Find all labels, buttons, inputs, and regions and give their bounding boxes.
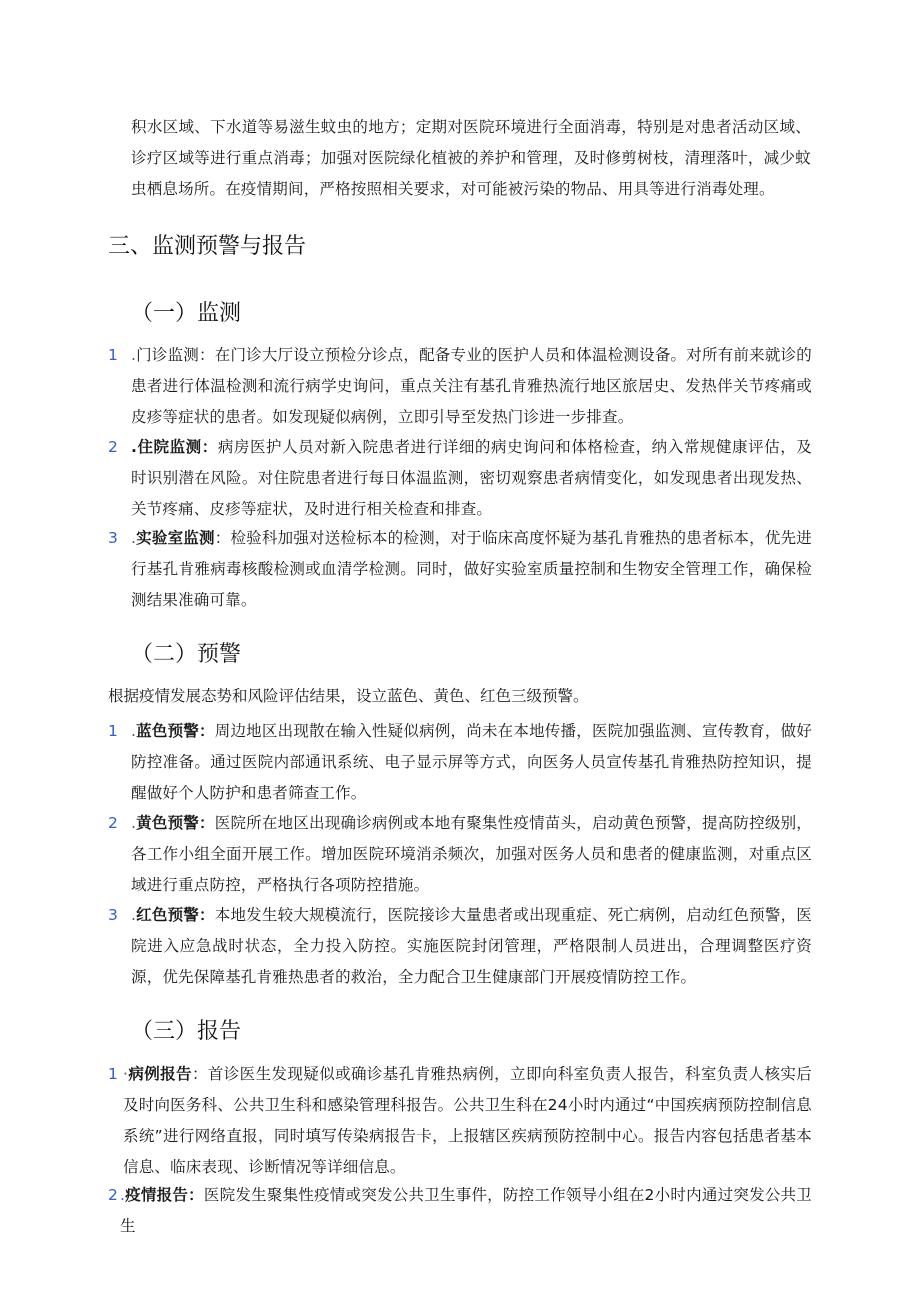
list-separator: . [131, 906, 137, 924]
list-item-colon: ： [188, 1186, 204, 1204]
list-number: 3 [108, 906, 118, 924]
list-item-body [131, 716, 812, 809]
list-separator: . [131, 438, 138, 456]
list-number: 1 [108, 1065, 118, 1083]
list-number: 2 [108, 814, 118, 832]
warning-item-red [108, 900, 812, 993]
list-item-text: 在门诊大厅设立预检分诊点，配备专业的医护人员和体温检测设备。对所有前来就诊的患者进行体温检测和流行病学史询问，重点关注有基孔肯雅热流行地区旅居史、发热伴关节疼痛或皮疹等症状的患者。如发现疑似病例，立即引导至发热门诊进一步排查。 [131, 346, 812, 426]
list-item-term: 住院监测 [137, 438, 202, 456]
list-item-colon: ： [199, 346, 215, 364]
list-item-term: 蓝色预警 [136, 722, 200, 740]
list-item-colon: ： [199, 722, 215, 740]
warning-intro: 根据疫情发展态势和风险评估结果，设立蓝色、黄色、红色三级预警。 [108, 687, 589, 705]
report-heading: （三）报告 [131, 1019, 242, 1044]
list-item-body [131, 808, 812, 901]
list-item-term: 门诊监测 [136, 346, 200, 364]
list-number: 3 [108, 529, 118, 547]
list-item-term: 疫情报告 [125, 1186, 189, 1204]
list-item-text: 医院所在地区出现确诊病例或本地有聚集性疫情苗头，启动黄色预警，提高防控级别，各工作小组全面开展工作。增加医院环境消杀频次，加强对医务人员和患者的健康监测，对重点区域进行重点防控，严格执行各项防控措施。 [131, 814, 812, 894]
list-separator: . [131, 346, 137, 364]
list-item-colon: ： [214, 529, 231, 547]
monitoring-heading: （一）监测 [131, 301, 242, 326]
list-separator: · [123, 1065, 129, 1083]
list-item-body [120, 1180, 812, 1242]
list-item-term: 病例报告 [128, 1065, 192, 1083]
monitoring-item-inpatient [108, 432, 812, 525]
top-paragraph: 积水区域、下水道等易滋生蚊虫的地方；定期对医院环境进行全面消毒，特别是对患者活动区域、诊疗区域等进行重点消毒；加强对医院绿化植被的养护和管理，及时修剪树枝，清理落叶，减少蚊虫栖息场所。在疫情期间，严格按照相关要求，对可能被污染的物品、用具等进行消毒处理。 [131, 118, 811, 198]
list-item-body [123, 1059, 812, 1183]
list-item-term: 黄色预警 [136, 814, 200, 832]
list-item-body [131, 432, 812, 525]
list-number: 1 [108, 722, 118, 740]
list-separator: . [120, 1186, 126, 1204]
list-item-colon: ： [191, 1065, 208, 1083]
list-item-body [131, 340, 812, 433]
list-number: 2 [108, 438, 118, 456]
list-item-text: 检验科加强对送检标本的检测，对于临床高度怀疑为基孔肯雅热的患者标本，优先进行基孔肯雅病毒核酸检测或血清学检测。同时，做好实验室质量控制和生物安全管理工作，确保检测结果准确可靠。 [131, 529, 812, 609]
warning-heading: （二）预警 [131, 642, 242, 667]
report-item-case [108, 1059, 812, 1183]
list-item-text: 本地发生较大规模流行，医院接诊大量患者或出现重症、死亡病例，启动红色预警，医院进入应急战时状态，全力投入防控。实施医院封闭管理，严格限制人员进出，合理调整医疗资源，优先保障基孔肯雅热患者的救治，全力配合卫生健康部门开展疫情防控工作。 [131, 906, 812, 986]
list-separator: . [131, 529, 137, 547]
list-separator: . [131, 722, 137, 740]
list-item-colon: ： [199, 906, 215, 924]
list-item-colon: ： [199, 814, 215, 832]
warning-item-blue [108, 716, 812, 809]
section-title: 三、监测预警与报告 [108, 234, 307, 259]
list-item-text: 周边地区出现散在输入性疑似病例，尚未在本地传播，医院加强监测、宣传教育，做好防控准备。通过医院内部通讯系统、电子显示屏等方式，向医务人员宣传基孔肯雅热防控知识，提醒做好个人防护和患者筛查工作。 [131, 722, 812, 802]
monitoring-item-laboratory [108, 523, 812, 616]
monitoring-item-outpatient [108, 340, 812, 433]
list-item-term: 实验室监测 [136, 529, 215, 547]
list-item-text: 医院发生聚集性疫情或突发公共卫生事件，防控工作领导小组在2小时内通过突发公共卫生 [120, 1186, 812, 1235]
report-item-outbreak [108, 1180, 812, 1242]
list-item-colon: ： [201, 438, 218, 456]
warning-item-yellow [108, 808, 812, 901]
list-item-term: 红色预警 [136, 906, 200, 924]
list-item-body [131, 523, 812, 616]
list-number: 2 [108, 1186, 118, 1204]
list-item-text: 首诊医生发现疑似或确诊基孔肯雅热病例，立即向科室负责人报告，科室负责人核实后及时向医务科、公共卫生科和感染管理科报告。公共卫生科在24小时内通过“中国疾病预防控制信息系统”进行网络直报，同时填写传染病报告卡，上报辖区疾病预防控制中心。报告内容包括患者基本信息、临床表现、诊断情况等详细信息。 [123, 1065, 812, 1176]
list-number: 1 [108, 346, 118, 364]
list-separator: . [131, 814, 137, 832]
list-item-text: 病房医护人员对新入院患者进行详细的病史询问和体格检查，纳入常规健康评估，及时识别潜在风险。对住院患者进行每日体温监测，密切观察患者病情变化，如发现患者出现发热、关节疼痛、皮疹等症状，及时进行相关检查和排查。 [131, 438, 813, 518]
list-item-body [131, 900, 812, 993]
